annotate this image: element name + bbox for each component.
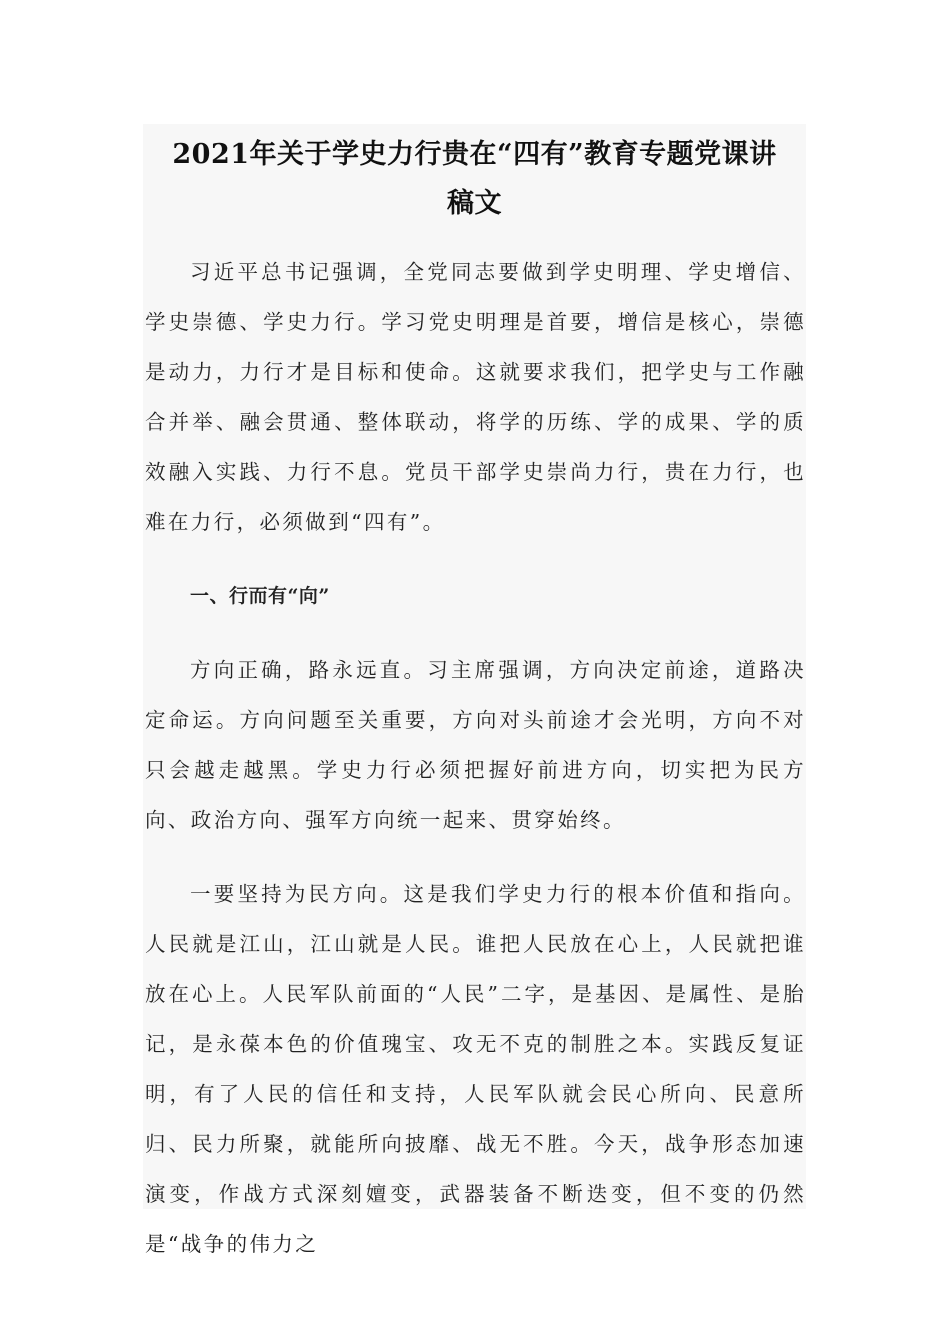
section1-paragraph-2: 一要坚持为民方向。这是我们学史力行的根本价值和指向。人民就是江山，江山就是人民。谁把人民放在心上，人民就把谁放在心上。人民军队前面的“人民”二字，是基因、是属性、是胎记，是永葆本色的价值瑰宝、攻无不克的制胜之本。实践反复证明，有了人民的信任和支持，人民军队就会民心所向、民意所归、民力所聚，就能所向披靡、战无不胜。今天，战争形态加速演变，作战方式深刻嬗变，武器装备不断迭变，但不变的仍然是“战争的伟力之 [145, 882, 806, 1256]
document-title [143, 130, 806, 228]
intro-paragraph: 习近平总书记强调，全党同志要做到学史明理、学史增信、学史崇德、学史力行。学习党史明理是首要，增信是核心，崇德是动力，力行才是目标和使命。这就要求我们，把学史与工作融合并举、融会贯通、整体联动，将学的历练、学的成果、学的质效融入实践、力行不息。党员干部学史崇尚力行，贵在力行，也难在力行，必须做到“四有”。 [145, 260, 806, 534]
section1-paragraph-1: 方向正确，路永远直。习主席强调，方向决定前途，道路决定命运。方向问题至关重要，方向对头前途才会光明，方向不对只会越走越黑。学史力行必须把握好前进方向，切实把为民方向、政治方向、强军方向统一起来、贯穿始终。 [145, 658, 806, 832]
document-body [145, 247, 806, 1293]
document-page [143, 124, 806, 1256]
title-line-2: 稿文 [447, 188, 502, 219]
section-heading-1: 一、行而有“向” [190, 585, 330, 607]
title-line-1: 2021年关于学史力行贵在“四有”教育专题党课讲 [172, 139, 777, 170]
